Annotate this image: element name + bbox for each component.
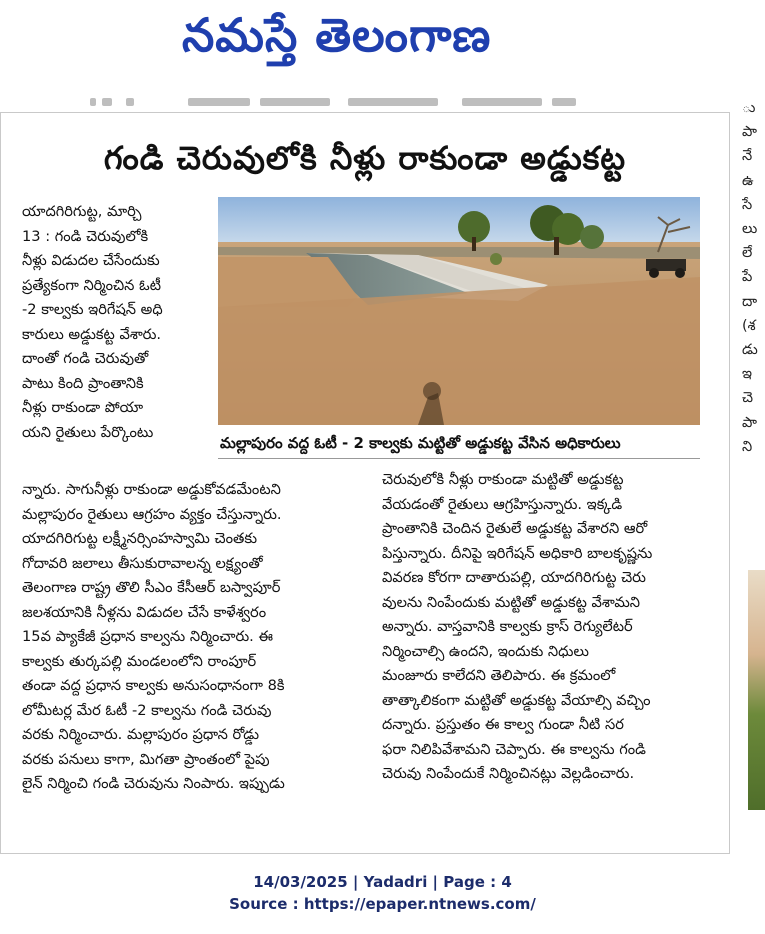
fragment-line: పా [742,414,757,431]
text-line: మంజూరు కాలేదని తెలిపారు. ఈ క్రమంలో [382,667,616,684]
fragment-line: సే [742,196,753,213]
text-line: యాదగిరిగుట్ట లక్ష్మీనర్సింహస్వామి చెంతకు [22,530,258,547]
fragment-line: నే [742,148,753,165]
newspaper-logo: నమస్తే తెలంగాణ [182,8,492,62]
text-line: పాటు కింది ప్రాంతానికి [22,374,144,392]
text-line: -2 కాల్వకు ఇరిగేషన్ అధి [22,301,163,318]
text-line: కారులు అడ్డుకట్ట వేశారు. [22,325,162,343]
text-line: లైన్ నిర్మించి గండి చెరువును నింపారు. ఇప్పుడు [22,775,285,792]
text-line: న్నారు. సాగునీళ్లు రాకుండా అడ్డుకోవడమేంటని [22,481,281,498]
fragment-line: లే [742,245,753,262]
text-line: ప్రాంతానికి చెందిన రైతులే అడ్డుకట్ట వేశారని ఆరో [382,520,648,537]
fragment-line: లు [742,221,758,238]
text-line: అన్నారు. వాస్తవానికి కాల్వకు క్రాస్ రెగ్యులేటర్ [382,618,633,635]
text-line: లోమీటర్ల మేర ఓటీ -2 కాల్వను గండి చెరువు [22,701,272,719]
text-line: మల్లాపురం రైతులు ఆగ్రహం వ్యక్తం చేస్తున్నారు. [22,505,282,523]
article-column-2 [382,468,712,787]
text-line: దాంతో గండి చెరువుతో [22,350,149,367]
fragment-line: డు [742,342,758,359]
text-line: జలశయానికి నీళ్లను విడుదల చేసే కాళేశ్వరం [22,603,267,621]
article-column-1-top [22,200,212,445]
article-headline: గండి చెరువులోకి నీళ్లు రాకుండా అడ్డుకట్ట [103,139,627,177]
footer-source-line: Source : https://epaper.ntnews.com/ [229,895,536,913]
text-line: వులను నింపేందుకు మట్టితో అడ్డుకట్ట వేశామని [382,593,641,611]
text-line: 15వ ప్యాకేజీ ప్రధాన కాల్వను నిర్మించారు. ఈ [22,628,273,645]
article-column-1-bottom [22,478,370,797]
text-line: యని రైతులు పేర్కొంటు [22,423,154,441]
text-line: చెరువు నింపేందుకే నిర్మించినట్లు వెల్లడించారు. [382,765,635,782]
text-line: ప్రత్యేకంగా నిర్మించిన ఓటీ [22,276,161,294]
text-line: తెలంగాణ రాష్ట్ర తొలి సీఎం కేసీఆర్ బస్వాపూర్ [22,579,281,596]
text-line: చెరువులోకి నీళ్లు రాకుండా మట్టితో అడ్డుకట్ట [382,471,624,488]
cut-off-text-strip [90,98,590,108]
text-line: కాల్వకు తుర్కపల్లి మండలంలోని రాంపూర్ [22,652,257,670]
text-line: యాదగిరిగుట్ట, మార్చి [22,203,142,220]
text-line: పిస్తున్నారు. దీనిపై ఇరిగేషన్ అధికారి బాలకృష్ణను [382,544,653,562]
fragment-line: ఉ [742,172,754,189]
text-line: 13 : గండి చెరువులోకి [22,227,149,245]
text-line: నిర్మించాల్సి ఉందని, ఇందుకు నిధులు [382,642,589,660]
footer-date-line: 14/03/2025 | Yadadri | Page : 4 [253,873,512,891]
fragment-line: ు [742,100,756,116]
adjacent-photo-fragment [748,570,765,810]
text-line: గోదావరి జలాలు తీసుకురావాలన్న లక్ష్యంతో [22,554,263,572]
fragment-line: ని [742,438,753,455]
fragment-line: పా [742,124,757,141]
text-line: దన్నారు. ప్రస్తుతం ఈ కాల్వ గుండా నీటి సర [382,716,624,733]
fragment-line: చె [742,390,754,407]
fragment-line: ఇ [742,366,752,383]
text-line: తండా వద్ద ప్రధాన కాల్వకు అనుసంధానంగా 8కి [22,677,285,694]
fragment-line: దా [742,293,758,310]
fragment-line: (శ [742,317,756,334]
photo-caption: మల్లాపురం వద్ద ఓటీ - 2 కాల్వకు మట్టితో అడ్డుకట్ట వేసిన అధికారులు [220,434,621,452]
fragment-line: పే [742,269,753,286]
text-line: వేయడంతో రైతులు ఆగ్రహిస్తున్నారు. ఇక్కడి [382,495,623,513]
text-line: తాత్కాలికంగా మట్టితో అడ్డుకట్ట వేయాల్సి వచ్చిం [382,691,651,709]
text-line: వరకు పనులు కాగా, మిగతా ప్రాంతంలో పైపు [22,750,270,768]
masthead [0,0,765,70]
text-line: వివరణ కోరగా దాతారుపల్లి, యాదగిరిగుట్ట చెరు [382,569,646,586]
text-line: ఫరా నిలిపివేశామని చెప్పారు. ఈ కాల్వను గండి [382,740,646,758]
article-photo [218,197,700,425]
text-line: నీళ్లు విడుదల చేసేందుకు [22,252,160,269]
text-line: వరకు నిర్మించారు. మల్లాపురం ప్రధాన రోడ్డు [22,726,260,743]
text-line: నీళ్లు రాకుండా పోయా [22,399,144,416]
caption-divider [218,458,700,459]
